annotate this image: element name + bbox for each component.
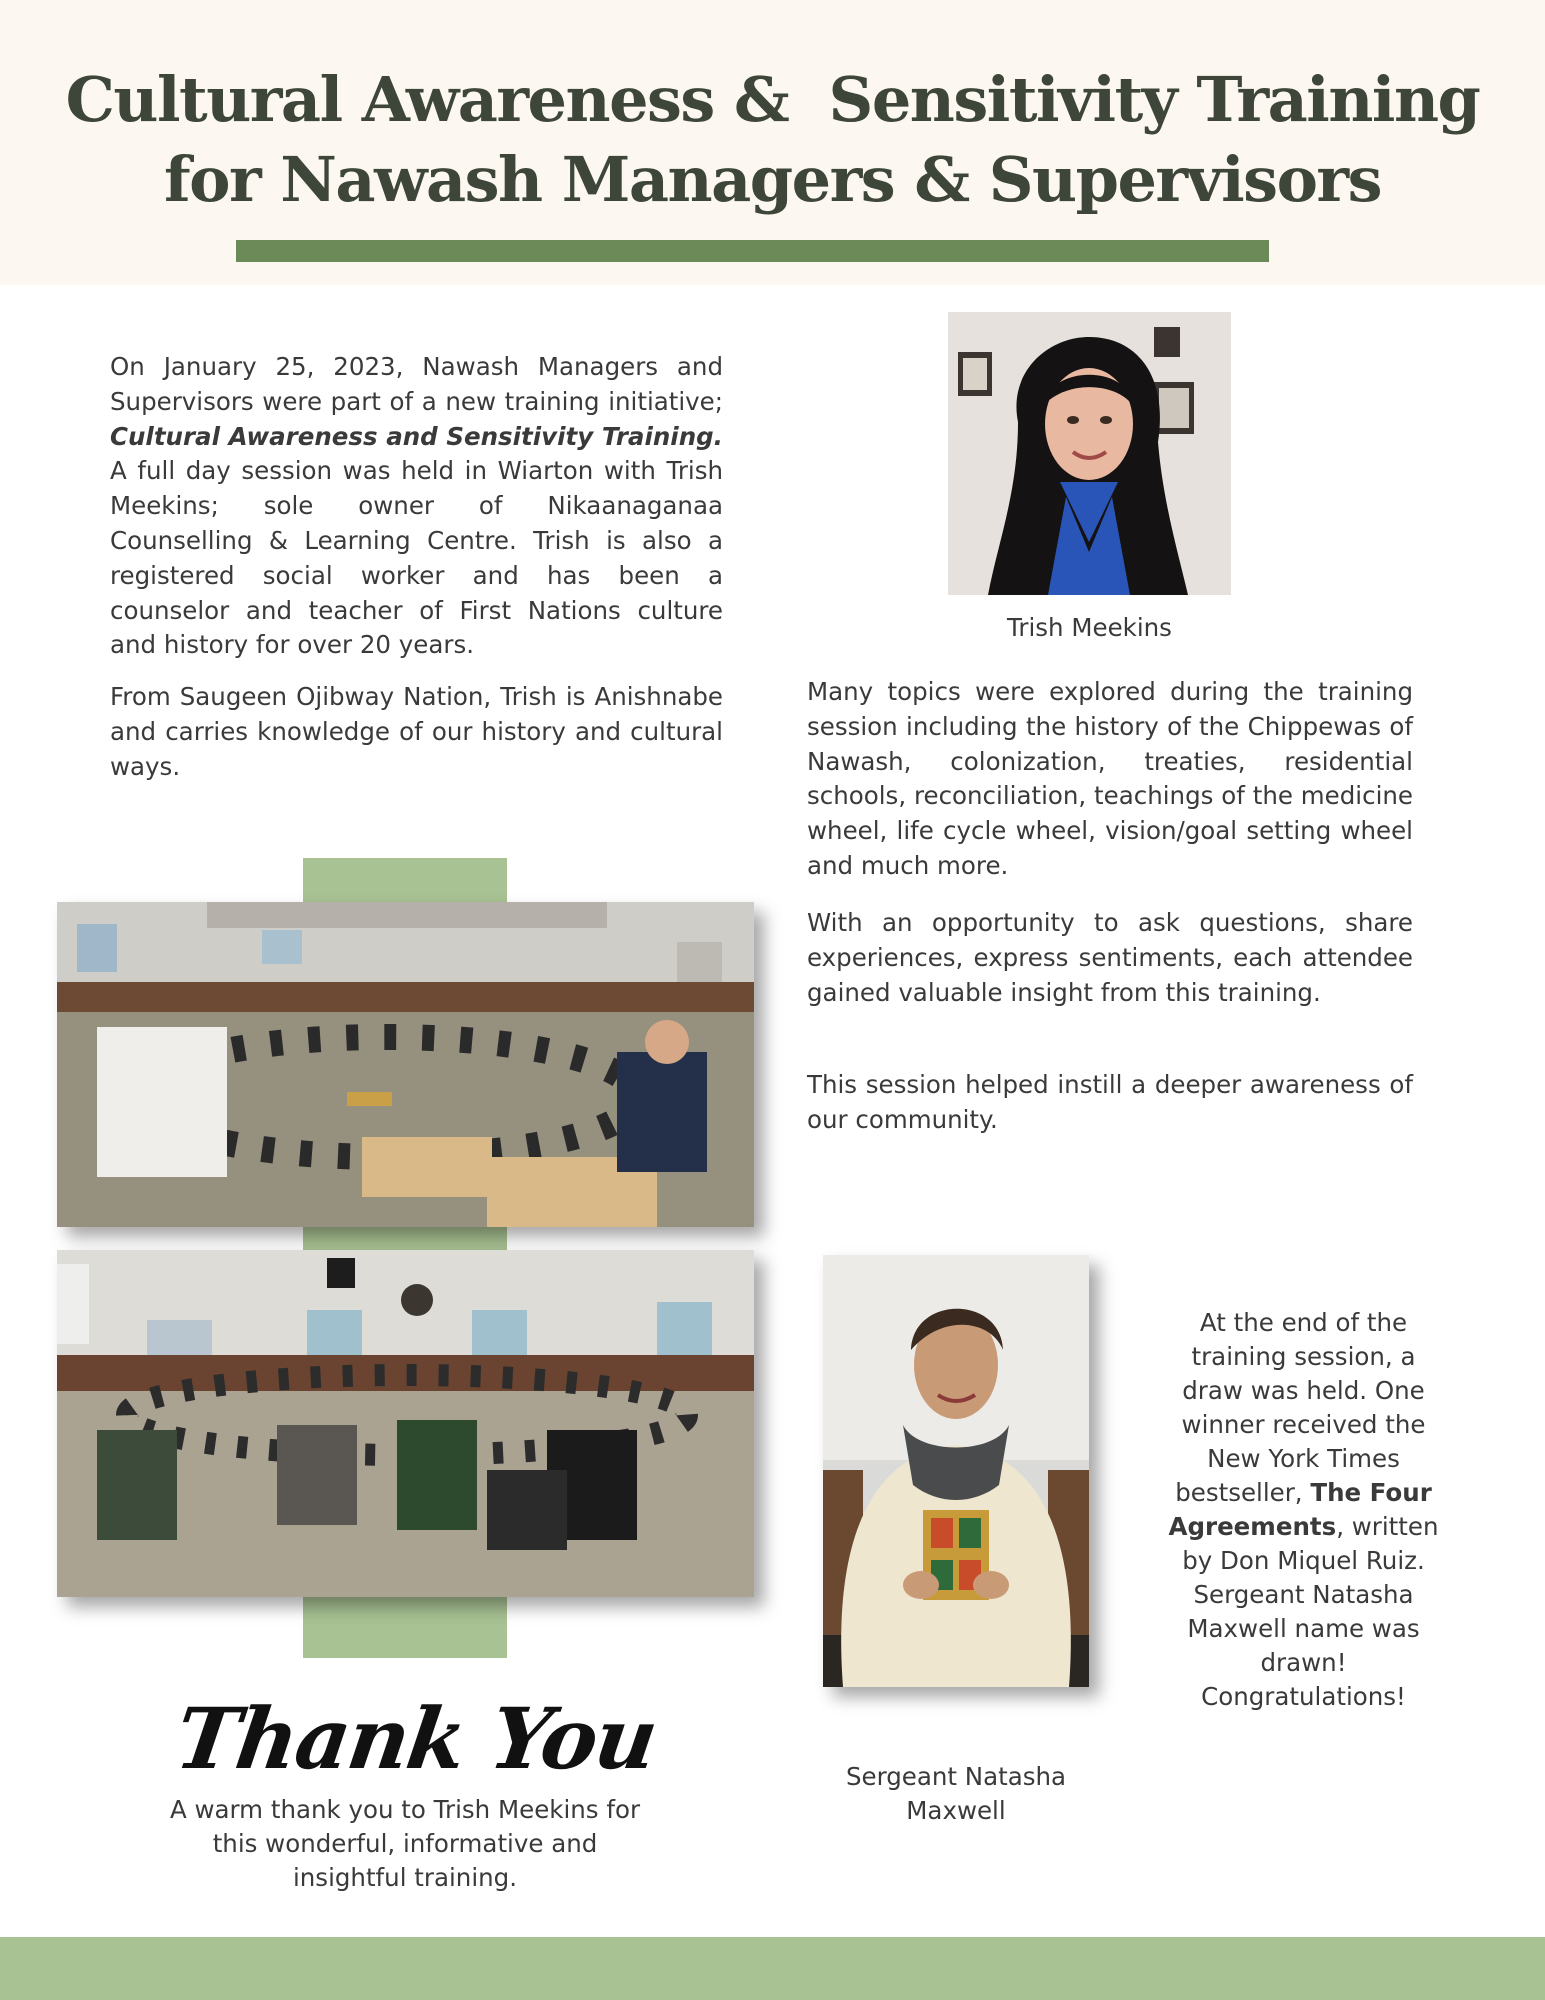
trish-background-paragraph: From Saugeen Ojibway Nation, Trish is Anishnabe and carries knowledge of our history and cultural ways. [110,682,723,781]
training-name-text: Cultural Awareness and Sensitivity Training. [110,421,723,451]
draw-text-b: , written by Don Miquel Ruiz. Sergeant Natasha Maxwell name was drawn! Congratulations! [1182,1512,1439,1711]
topics-paragraph: Many topics were explored during the training session including the history of the Chippewas of Nawash, colonization, treaties, residential schools, reconciliation, teachings of the medicine wheel, life cycle wheel, vision/goal setting wheel and much more. [807,677,1413,880]
training-name [110,422,723,451]
title-line-1: Cultural Awareness & Sensitivity Training [65,63,1480,136]
natasha-maxwell-photo [823,1255,1089,1687]
awareness-paragraph: This session helped instill a deeper awareness of our community. [807,1070,1413,1134]
title-underline-bar [236,240,1269,262]
intro-text-a: On January 25, 2023, Nawash Managers and Supervisors were part of a new training initiative; [110,352,723,416]
training-circle-photo-2 [57,1250,754,1597]
title-line-2: for Nawash Managers & Supervisors [163,143,1382,216]
header-band [0,0,1545,285]
page-title [0,60,1545,220]
intro-text-b: A full day session was held in Wiarton with Trish Meekins; sole owner of Nikaanaganaa Counselling & Learning Centre. Trish is also a registered social worker and has been a counselor and teacher of First Nations culture and history for over 20 years. [110,456,723,660]
thank-you-message: A warm thank you to Trish Meekins for this wonderful, informative and insightful training. [169,1795,641,1892]
trish-caption: Trish Meekins [1007,613,1172,642]
draw-paragraph [1162,1306,1445,1714]
intro-paragraph [110,350,723,663]
trish-meekins-portrait [948,312,1231,595]
thank-you-script [169,1680,662,1800]
thank-you-script-text: Thank You [169,1689,662,1788]
insight-paragraph: With an opportunity to ask questions, share experiences, express sentiments, each attendee gained valuable insight from this training. [807,908,1413,1007]
natasha-caption: Sergeant Natasha Maxwell [845,1762,1067,1825]
book-title: The Four Agreements [1168,1478,1432,1541]
draw-text-a: At the end of the training session, a draw was held. One winner received the New York Times bestseller, [1175,1308,1426,1507]
footer-band [0,1937,1545,2000]
training-circle-photo-1 [57,902,754,1227]
